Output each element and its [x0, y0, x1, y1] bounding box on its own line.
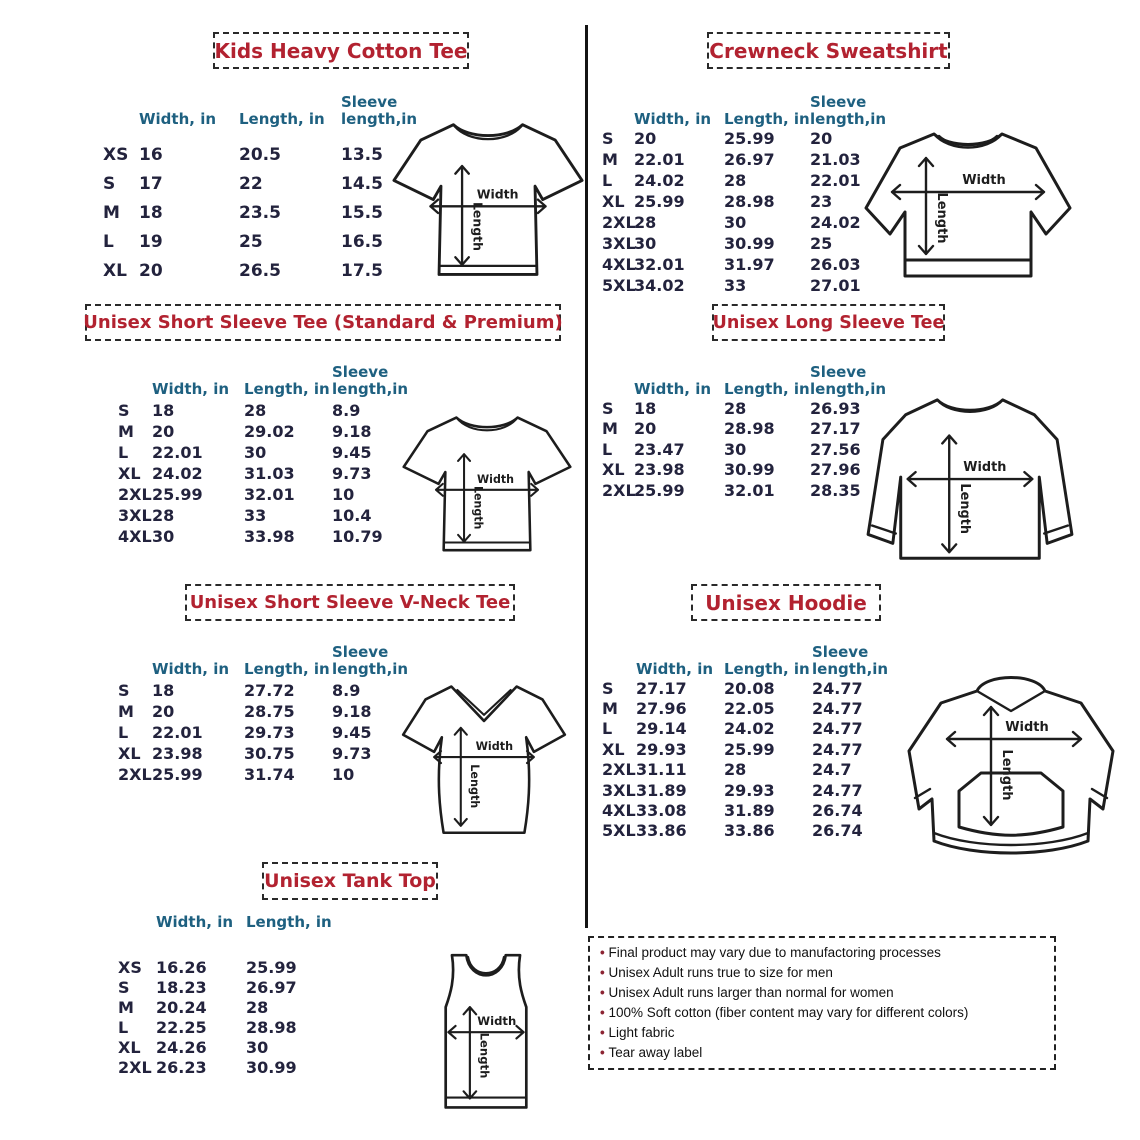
- section-title-text: Unisex Long Sleeve Tee: [712, 312, 945, 333]
- size-row: [594, 254, 882, 275]
- kids-tee-illustration: [392, 112, 584, 292]
- measurement-value: 28.98: [724, 192, 775, 211]
- measurement-value: 8.9: [332, 401, 361, 420]
- table-header-row: [110, 632, 409, 679]
- table-body: [594, 678, 884, 841]
- measurement-value: 24.77: [812, 780, 863, 800]
- measurement-value: 9.73: [332, 744, 372, 763]
- measurement-value: 22.01: [152, 723, 203, 742]
- size-row: [594, 760, 884, 780]
- measurement-value: 28: [634, 213, 657, 232]
- measurement-value: 20.24: [156, 997, 207, 1017]
- measurement-value: 20: [139, 260, 163, 281]
- crewneck-illustration: [862, 122, 1074, 294]
- measurement-value: 25: [239, 231, 263, 252]
- kids-tee-size-table: [95, 82, 421, 285]
- measurement-value: 31.74: [244, 765, 295, 784]
- measurement-value: 9.73: [332, 464, 372, 483]
- measurement-value: 17.5: [341, 260, 383, 281]
- table-body: [594, 128, 882, 296]
- size-label: L: [118, 723, 129, 742]
- measurement-value: 31.89: [724, 801, 775, 821]
- size-row: [110, 526, 404, 547]
- size-label: M: [602, 419, 618, 439]
- measurement-value: 28.35: [810, 480, 861, 500]
- size-row: [95, 227, 421, 256]
- hoodie-illustration: [885, 650, 1137, 882]
- column-header: Length, in: [244, 380, 330, 399]
- size-label: XL: [602, 460, 625, 480]
- size-row: [594, 800, 884, 820]
- measurement-value: 28: [724, 398, 747, 418]
- note-item: • Unisex Adult runs true to size for men: [600, 963, 1044, 983]
- note-item: • Unisex Adult runs larger than normal for women: [600, 983, 1044, 1003]
- size-row: [95, 256, 421, 285]
- measurement-value: 33.98: [244, 527, 295, 546]
- measurement-value: 23: [810, 192, 833, 211]
- long-sleeve-tee-illustration: [855, 388, 1085, 578]
- measurement-value: 22.01: [152, 443, 203, 462]
- measurement-value: 25.99: [634, 192, 685, 211]
- size-label: S: [118, 681, 130, 700]
- length-arrow-label: Length: [470, 201, 486, 252]
- size-row: [110, 463, 404, 484]
- measurement-value: 25.99: [246, 957, 297, 977]
- column-header: Width, in: [152, 380, 230, 399]
- width-arrow-label: Width: [476, 186, 519, 202]
- column-header: Length, in: [239, 110, 325, 129]
- size-row: [594, 191, 882, 212]
- measurement-value: 31.97: [724, 255, 775, 274]
- measurement-value: 26.74: [812, 801, 863, 821]
- measurement-value: 20: [634, 419, 657, 439]
- measurement-value: 28: [724, 760, 747, 780]
- measurement-value: 26.97: [724, 150, 775, 169]
- size-label: M: [602, 150, 618, 169]
- length-arrow-label: Length: [957, 483, 973, 535]
- measurement-value: 20: [810, 129, 833, 148]
- measurement-value: 17: [139, 173, 163, 194]
- size-row: [110, 977, 338, 997]
- size-label: L: [118, 443, 129, 462]
- measurement-value: 18: [152, 401, 175, 420]
- length-arrow-label: Length: [999, 749, 1014, 801]
- section-title-long-sleeve-tee: [712, 304, 945, 341]
- size-row: [110, 442, 404, 463]
- column-header: Sleeve length,in: [332, 643, 409, 679]
- size-label: XL: [118, 1037, 141, 1057]
- measurement-value: 28.75: [244, 702, 295, 721]
- measurement-value: 30.99: [724, 234, 775, 253]
- measurement-value: 27.56: [810, 439, 861, 459]
- length-arrow-label: Length: [934, 192, 949, 244]
- measurement-value: 29.93: [724, 780, 775, 800]
- size-row: [95, 169, 421, 198]
- measurement-value: 29.02: [244, 422, 295, 441]
- measurement-value: 26.74: [812, 821, 863, 841]
- size-row: [594, 233, 882, 254]
- section-title-crewneck: [707, 32, 950, 69]
- column-header: Sleeve length,in: [341, 93, 418, 129]
- column-header: Width, in: [634, 380, 712, 399]
- size-row: [110, 997, 338, 1017]
- short-sleeve-tee-size-table: [110, 352, 409, 547]
- size-row: [594, 212, 882, 233]
- measurement-value: 26.5: [239, 260, 281, 281]
- size-label: 2XL: [602, 480, 636, 500]
- table-header-row: [594, 352, 886, 398]
- measurement-value: 23.98: [152, 744, 203, 763]
- size-label: 2XL: [118, 1057, 152, 1077]
- measurement-value: 24.02: [810, 213, 861, 232]
- measurement-value: 8.9: [332, 681, 361, 700]
- size-row: [594, 398, 886, 419]
- measurement-value: 10: [332, 485, 355, 504]
- size-row: [110, 505, 404, 526]
- measurement-value: 25.99: [152, 765, 203, 784]
- measurement-value: 24.77: [812, 678, 863, 698]
- size-row: [110, 1017, 338, 1037]
- column-header: Length, in: [246, 913, 332, 932]
- size-label: S: [602, 678, 614, 698]
- size-row: [594, 821, 884, 841]
- width-arrow-label: Width: [963, 460, 1007, 476]
- measurement-value: 23.98: [634, 460, 685, 480]
- width-arrow-label: Width: [1005, 720, 1049, 735]
- measurement-value: 24.02: [152, 464, 203, 483]
- column-header: Sleeve length,in: [332, 363, 409, 399]
- measurement-value: 27.72: [244, 681, 295, 700]
- column-header: Width, in: [152, 660, 230, 679]
- measurement-value: 26.23: [156, 1057, 207, 1077]
- size-label: L: [602, 171, 613, 190]
- size-label: 2XL: [118, 485, 152, 504]
- width-arrow-label: Width: [477, 1014, 517, 1029]
- size-row: [110, 1057, 338, 1077]
- measurement-value: 27.17: [810, 419, 861, 439]
- measurement-value: 18: [152, 681, 175, 700]
- measurement-value: 22.05: [724, 699, 775, 719]
- measurement-value: 28: [724, 171, 747, 190]
- measurement-value: 28: [152, 506, 175, 525]
- measurement-value: 31.89: [636, 780, 687, 800]
- size-row: [594, 128, 882, 149]
- measurement-value: 20.5: [239, 144, 281, 165]
- section-title-text: Unisex Short Sleeve Tee (Standard & Premium): [83, 312, 563, 333]
- measurement-value: 30.99: [246, 1057, 297, 1077]
- measurement-value: 9.45: [332, 723, 372, 742]
- measurement-value: 26.97: [246, 977, 297, 997]
- measurement-value: 9.45: [332, 443, 372, 462]
- measurement-value: 28: [244, 401, 267, 420]
- size-row: [110, 957, 338, 977]
- size-row: [110, 764, 404, 785]
- column-header: Sleeve length,in: [812, 643, 889, 679]
- measurement-value: 33.86: [636, 821, 687, 841]
- section-title-kids-tee: [213, 32, 469, 69]
- size-row: [594, 719, 884, 739]
- width-arrow-label: Width: [962, 173, 1006, 188]
- measurement-value: 22.01: [634, 150, 685, 169]
- column-header: Width, in: [636, 660, 714, 679]
- size-label: L: [602, 719, 613, 739]
- measurement-value: 10: [332, 765, 355, 784]
- size-row: [110, 421, 404, 442]
- measurement-value: 24.02: [724, 719, 775, 739]
- notes-box: [588, 936, 1056, 1070]
- measurement-value: 33.08: [636, 801, 687, 821]
- size-row: [95, 198, 421, 227]
- measurement-value: 9.18: [332, 422, 372, 441]
- size-row: [95, 140, 421, 169]
- size-row: [594, 460, 886, 481]
- column-header: Width, in: [139, 110, 217, 129]
- measurement-value: 24.02: [634, 171, 685, 190]
- measurement-value: 30: [246, 1037, 269, 1057]
- measurement-value: 20.08: [724, 678, 775, 698]
- table-header-row: [594, 632, 889, 679]
- size-label: XL: [602, 739, 625, 759]
- width-arrow-label: Width: [476, 473, 515, 487]
- measurement-value: 23.47: [634, 439, 685, 459]
- size-label: XS: [118, 957, 142, 977]
- section-title-text: Unisex Short Sleeve V-Neck Tee: [189, 592, 511, 613]
- section-title-vneck-tee: [185, 584, 515, 621]
- tank-top-size-table: [110, 905, 338, 1077]
- measurement-value: 32.01: [724, 480, 775, 500]
- measurement-value: 33: [244, 506, 267, 525]
- size-label: L: [103, 231, 114, 252]
- measurement-value: 25.99: [724, 129, 775, 148]
- measurement-value: 23.5: [239, 202, 281, 223]
- table-header-row: [594, 82, 887, 129]
- measurement-value: 20: [152, 422, 175, 441]
- measurement-value: 31.11: [636, 760, 687, 780]
- measurement-value: 9.18: [332, 702, 372, 721]
- measurement-value: 33: [724, 276, 747, 295]
- size-row: [594, 698, 884, 718]
- measurement-value: 18: [139, 202, 163, 223]
- size-label: S: [602, 129, 614, 148]
- measurement-value: 16.5: [341, 231, 383, 252]
- vneck-tee-size-table: [110, 632, 409, 785]
- table-header-row: [110, 352, 409, 399]
- size-label: L: [118, 1017, 129, 1037]
- size-row: [110, 680, 404, 701]
- size-label: 5XL: [602, 276, 636, 295]
- size-label: XL: [602, 192, 625, 211]
- section-title-text: Unisex Hoodie: [705, 590, 867, 615]
- size-label: 2XL: [602, 760, 636, 780]
- measurement-value: 24.77: [812, 739, 863, 759]
- measurement-value: 24.77: [812, 719, 863, 739]
- section-title-hoodie: [691, 584, 881, 621]
- measurement-value: 22: [239, 173, 263, 194]
- size-row: [110, 743, 404, 764]
- measurement-value: 30: [634, 234, 657, 253]
- size-label: 3XL: [602, 780, 636, 800]
- column-header: Sleeve length,in: [810, 93, 887, 129]
- size-label: 4XL: [118, 527, 152, 546]
- column-header: Length, in: [244, 660, 330, 679]
- section-title-text: Kids Heavy Cotton Tee: [214, 38, 468, 63]
- measurement-value: 25.99: [634, 480, 685, 500]
- size-label: 3XL: [118, 506, 152, 525]
- measurement-value: 30: [724, 439, 747, 459]
- size-row: [594, 419, 886, 440]
- measurement-value: 20: [634, 129, 657, 148]
- measurement-value: 15.5: [341, 202, 383, 223]
- note-item: • Tear away label: [600, 1043, 1044, 1063]
- size-row: [594, 439, 886, 460]
- size-row: [594, 678, 884, 698]
- measurement-value: 25: [810, 234, 833, 253]
- column-header: Width, in: [634, 110, 712, 129]
- measurement-value: 28.98: [724, 419, 775, 439]
- measurement-value: 16.26: [156, 957, 207, 977]
- divider-line: [585, 25, 588, 928]
- hoodie-size-table: [594, 632, 889, 841]
- measurement-value: 19: [139, 231, 163, 252]
- measurement-value: 20: [152, 702, 175, 721]
- measurement-value: 32.01: [634, 255, 685, 274]
- measurement-value: 28.98: [246, 1017, 297, 1037]
- measurement-value: 27.96: [810, 460, 861, 480]
- column-header: Sleeve length,in: [810, 363, 887, 399]
- measurement-value: 30: [724, 213, 747, 232]
- measurement-value: 32.01: [244, 485, 295, 504]
- measurement-value: 18.23: [156, 977, 207, 997]
- measurement-value: 30.75: [244, 744, 295, 763]
- section-title-tank-top: [262, 862, 438, 900]
- note-item: • Light fabric: [600, 1023, 1044, 1043]
- measurement-value: 24.7: [812, 760, 852, 780]
- size-row: [594, 480, 886, 501]
- size-row: [594, 275, 882, 296]
- measurement-value: 30: [152, 527, 175, 546]
- measurement-value: 10.4: [332, 506, 372, 525]
- measurement-value: 34.02: [634, 276, 685, 295]
- measurement-value: 22.25: [156, 1017, 207, 1037]
- measurement-value: 10.79: [332, 527, 383, 546]
- measurement-value: 26.93: [810, 398, 861, 418]
- measurement-value: 29.73: [244, 723, 295, 742]
- measurement-value: 25.99: [724, 739, 775, 759]
- size-label: M: [118, 422, 134, 441]
- measurement-value: 16: [139, 144, 163, 165]
- size-row: [110, 701, 404, 722]
- size-label: 3XL: [602, 234, 636, 253]
- table-body: [594, 398, 886, 501]
- size-label: 2XL: [602, 213, 636, 232]
- length-arrow-label: Length: [471, 485, 485, 530]
- column-header: Width, in: [156, 913, 234, 932]
- long-sleeve-tee-size-table: [594, 352, 886, 501]
- size-label: XL: [118, 464, 141, 483]
- size-label: 5XL: [602, 821, 636, 841]
- measurement-value: 29.14: [636, 719, 687, 739]
- measurement-value: 33.86: [724, 821, 775, 841]
- size-row: [594, 739, 884, 759]
- size-label: 4XL: [602, 255, 636, 274]
- width-arrow-label: Width: [475, 740, 514, 754]
- column-header: Length, in: [724, 660, 810, 679]
- size-row: [110, 722, 404, 743]
- vneck-tee-illustration: [398, 668, 570, 853]
- size-label: 4XL: [602, 801, 636, 821]
- measurement-value: 22.01: [810, 171, 861, 190]
- size-label: S: [602, 398, 614, 418]
- table-body: [110, 680, 404, 785]
- measurement-value: 29.93: [636, 739, 687, 759]
- table-body: [95, 140, 421, 285]
- column-header: Length, in: [724, 380, 810, 399]
- table-header-row: [110, 905, 338, 931]
- length-arrow-label: Length: [477, 1032, 492, 1079]
- size-row: [594, 149, 882, 170]
- size-label: S: [118, 977, 130, 997]
- section-title-text: Crewneck Sweatshirt: [709, 38, 948, 63]
- crewneck-size-table: [594, 82, 887, 296]
- table-body: [110, 957, 338, 1077]
- table-header-row: [95, 82, 421, 128]
- measurement-value: 14.5: [341, 173, 383, 194]
- size-label: M: [602, 699, 618, 719]
- measurement-value: 31.03: [244, 464, 295, 483]
- tank-top-illustration: [420, 948, 552, 1120]
- size-row: [110, 1037, 338, 1057]
- size-label: XL: [103, 260, 127, 281]
- measurement-value: 27.17: [636, 678, 687, 698]
- note-item: • 100% Soft cotton (fiber content may vary for different colors): [600, 1003, 1044, 1023]
- table-body: [110, 400, 404, 547]
- length-arrow-label: Length: [468, 764, 482, 809]
- size-row: [110, 400, 404, 421]
- measurement-value: 24.77: [812, 699, 863, 719]
- size-label: XS: [103, 144, 129, 165]
- size-row: [594, 780, 884, 800]
- measurement-value: 30.99: [724, 460, 775, 480]
- measurement-value: 28: [246, 997, 269, 1017]
- short-sleeve-tee-illustration: [402, 400, 572, 572]
- measurement-value: 27.01: [810, 276, 861, 295]
- size-label: M: [103, 202, 120, 223]
- size-row: [594, 170, 882, 191]
- size-label: M: [118, 702, 134, 721]
- measurement-value: 26.03: [810, 255, 861, 274]
- size-label: S: [118, 401, 130, 420]
- size-row: [110, 484, 404, 505]
- column-header: Length, in: [724, 110, 810, 129]
- size-label: 2XL: [118, 765, 152, 784]
- measurement-value: 30: [244, 443, 267, 462]
- measurement-value: 18: [634, 398, 657, 418]
- size-label: XL: [118, 744, 141, 763]
- size-label: L: [602, 439, 613, 459]
- measurement-value: 25.99: [152, 485, 203, 504]
- section-title-short-sleeve-tee: [85, 304, 561, 341]
- note-item: • Final product may vary due to manufactoring processes: [600, 943, 1044, 963]
- measurement-value: 21.03: [810, 150, 861, 169]
- size-label: M: [118, 997, 134, 1017]
- measurement-value: 24.26: [156, 1037, 207, 1057]
- measurement-value: 27.96: [636, 699, 687, 719]
- size-label: S: [103, 173, 116, 194]
- measurement-value: 13.5: [341, 144, 383, 165]
- section-title-text: Unisex Tank Top: [264, 870, 436, 892]
